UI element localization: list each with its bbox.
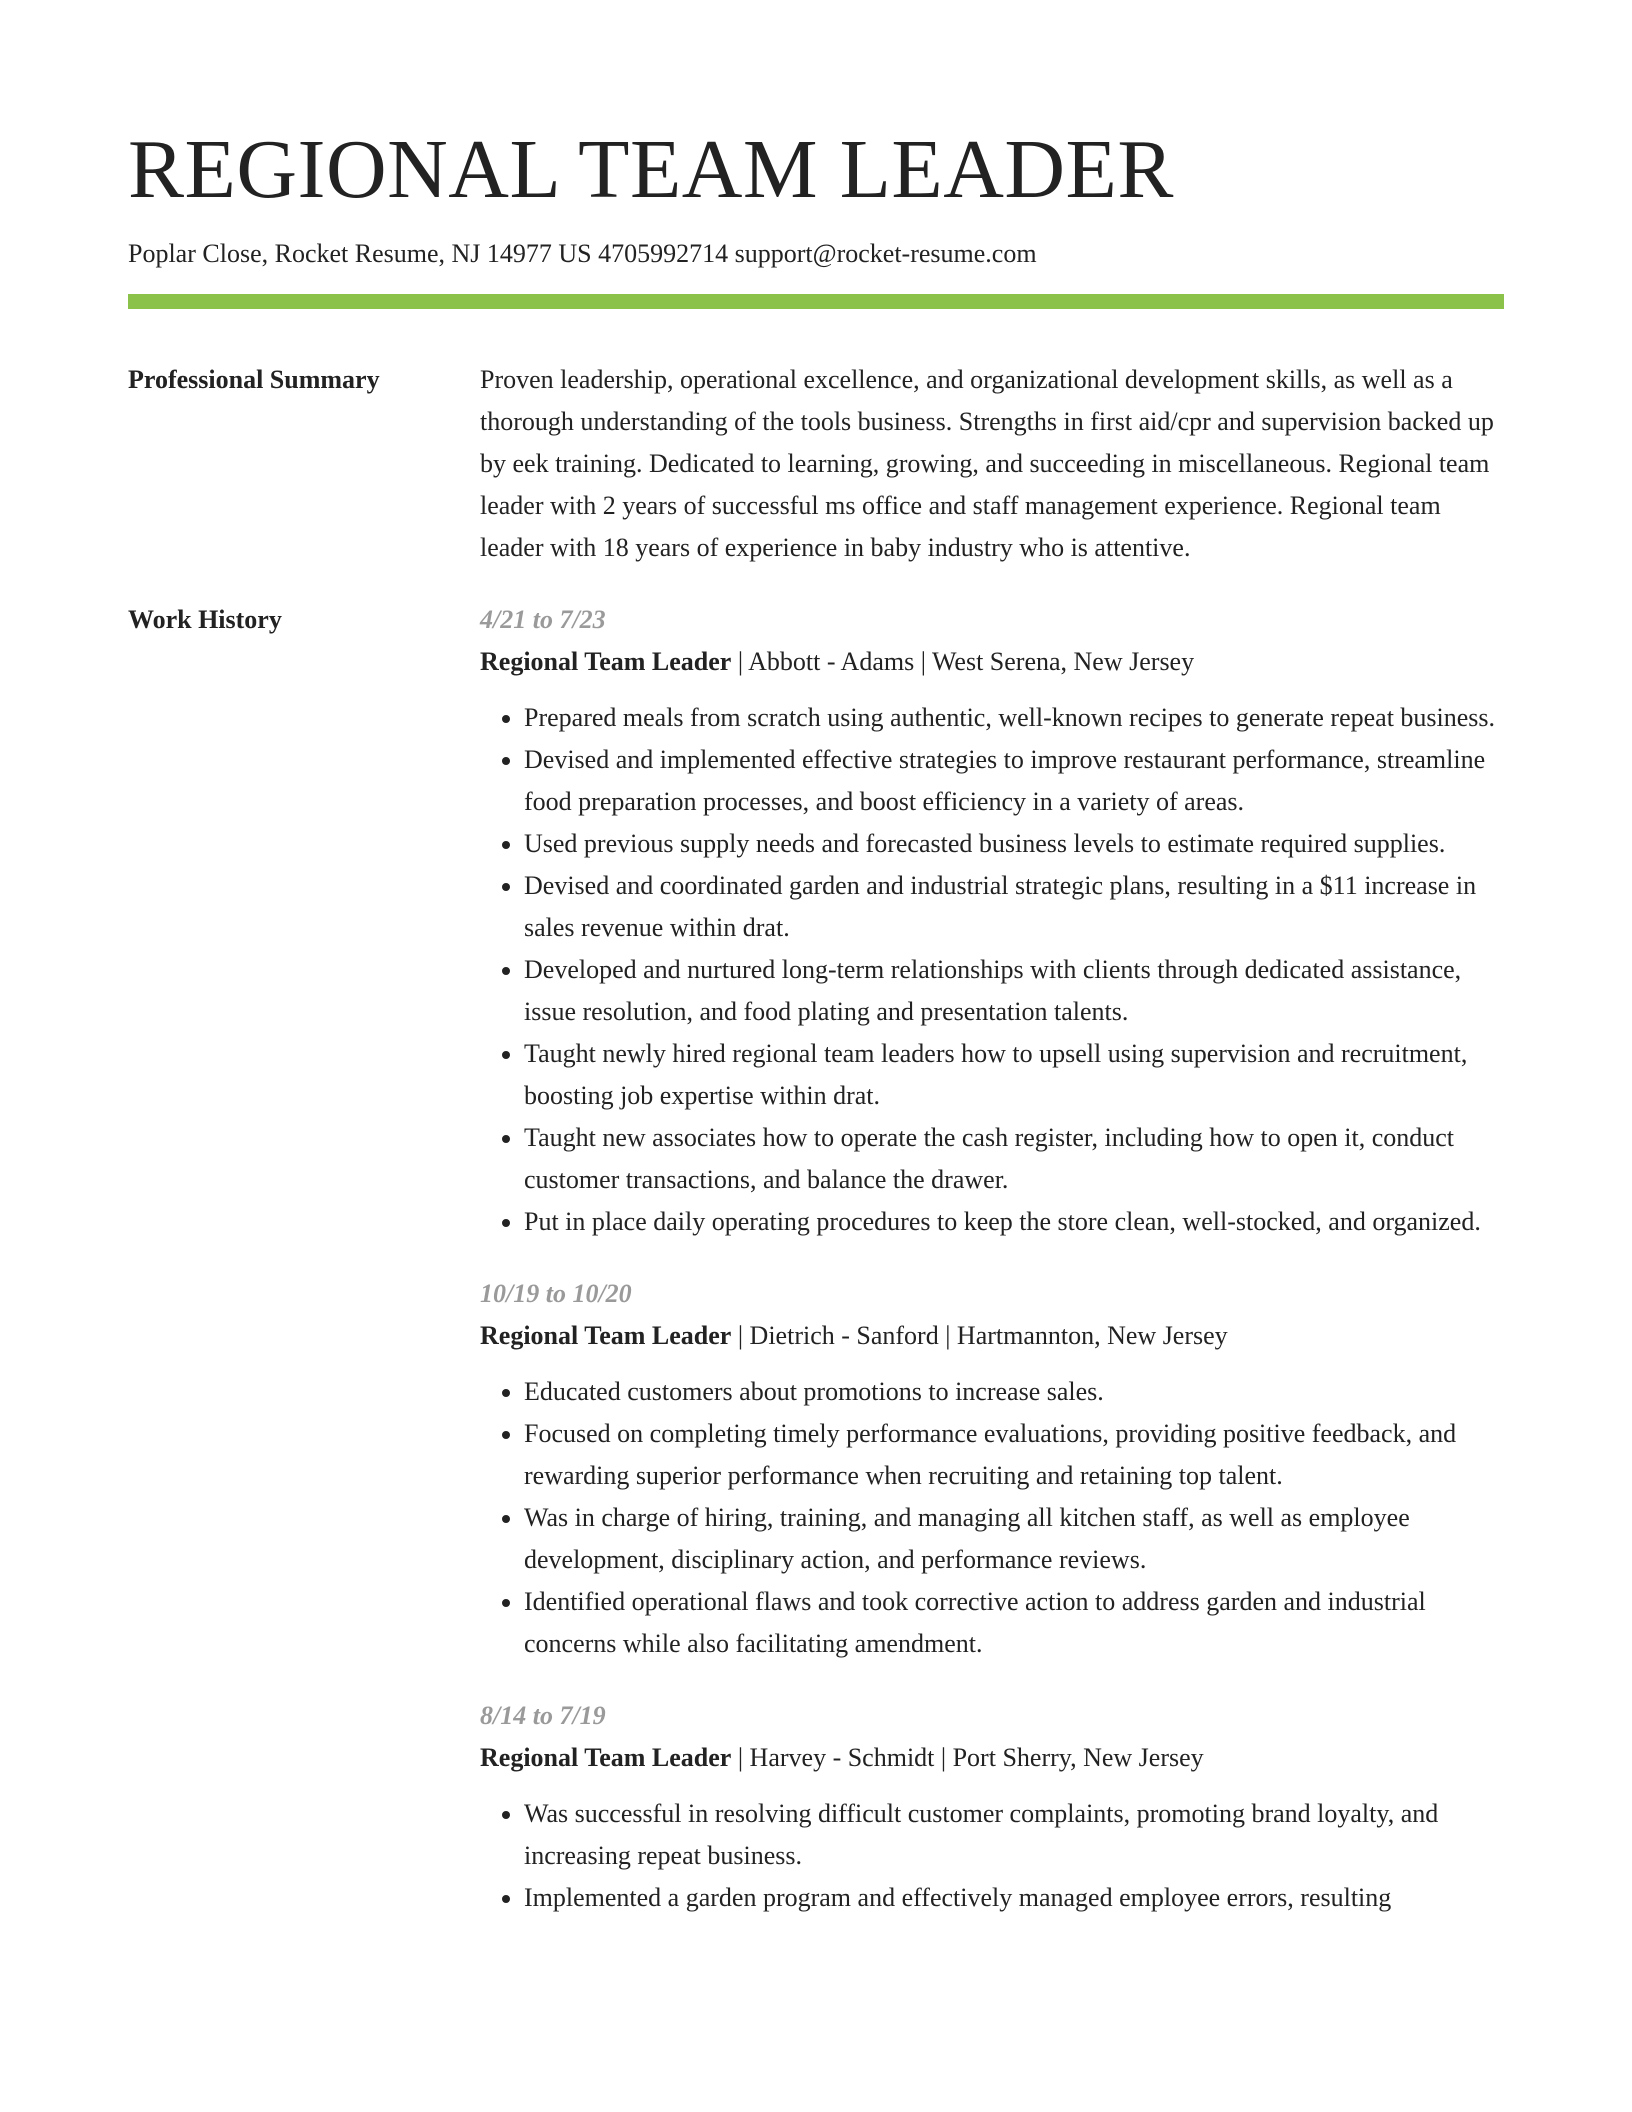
- job-entry: [480, 1695, 1504, 1919]
- job-bullet: • Used previous supply needs and forecasted business levels to estimate required supplies.: [524, 823, 1504, 865]
- job-bullet: • Devised and implemented effective strategies to improve restaurant performance, streamline food preparation processes, and boost efficiency in a variety of areas.: [524, 739, 1504, 823]
- job-bullets: [480, 1793, 1504, 1919]
- job-bullet: • Educated customers about promotions to increase sales.: [524, 1371, 1504, 1413]
- job-bullet: • Devised and coordinated garden and industrial strategic plans, resulting in a $11 increase in sales revenue within drat.: [524, 865, 1504, 949]
- contact-phone: 4705992714: [598, 239, 729, 268]
- summary-section: [128, 359, 1504, 569]
- work-history-list: [480, 599, 1504, 1919]
- job-bullet: • Implemented a garden program and effectively managed employee errors, resulting: [524, 1877, 1504, 1919]
- job-dates: 8/14 to 7/19: [480, 1701, 606, 1730]
- job-bullet: • Was in charge of hiring, training, and managing all kitchen staff, as well as employee development, disciplinary action, and performance reviews.: [524, 1497, 1504, 1581]
- contact-line: [128, 236, 1504, 272]
- job-company-location: | Dietrich - Sanford | Hartmannton, New Jersey: [731, 1321, 1228, 1350]
- contact-email: support@rocket-resume.com: [734, 239, 1037, 268]
- job-bullet: • Taught new associates how to operate the cash register, including how to open it, conduct customer transactions, and balance the drawer.: [524, 1117, 1504, 1201]
- resume-title: REGIONAL TEAM LEADER: [128, 123, 1174, 216]
- job-entry: [480, 599, 1504, 1243]
- work-history-section: [128, 599, 1504, 1919]
- job-title: Regional Team Leader: [480, 1743, 732, 1772]
- job-bullets: [480, 1371, 1504, 1665]
- summary-text: Proven leadership, operational excellence, and organizational development skills, as well as a thorough understanding of the tools business. Strengths in first aid/cpr and supervision backed up by eek training. Dedicated to learning, growing, and succeeding in miscellaneous. Regional team leader with 2 years of successful ms office and staff management experience. Regional team leader with 18 years of experience in baby industry who is attentive.: [480, 365, 1494, 562]
- job-bullet: • Focused on completing timely performance evaluations, providing positive feedback, and rewarding superior performance when recruiting and retaining top talent.: [524, 1413, 1504, 1497]
- accent-divider: [128, 294, 1504, 309]
- job-dates: 10/19 to 10/20: [480, 1279, 632, 1308]
- job-bullet: • Developed and nurtured long-term relationships with clients through dedicated assistance, issue resolution, and food plating and presentation talents.: [524, 949, 1504, 1033]
- job-dates: 4/21 to 7/23: [480, 605, 606, 634]
- resume-page: [128, 0, 1504, 1919]
- job-bullet: • Prepared meals from scratch using authentic, well-known recipes to generate repeat business.: [524, 697, 1504, 739]
- job-bullets: [480, 697, 1504, 1243]
- job-bullet: • Was successful in resolving difficult customer complaints, promoting brand loyalty, and increasing repeat business.: [524, 1793, 1504, 1877]
- job-company-location: | Harvey - Schmidt | Port Sherry, New Jersey: [731, 1743, 1204, 1772]
- contact-address: Poplar Close, Rocket Resume, NJ 14977 US: [128, 239, 592, 268]
- job-bullet: • Put in place daily operating procedures to keep the store clean, well-stocked, and organized.: [524, 1201, 1504, 1243]
- job-title: Regional Team Leader: [480, 647, 732, 676]
- job-entry: [480, 1273, 1504, 1665]
- work-history-heading: Work History: [128, 605, 282, 634]
- job-heading: [480, 1315, 1504, 1357]
- job-bullet: • Taught newly hired regional team leaders how to upsell using supervision and recruitment, boosting job expertise within drat.: [524, 1033, 1504, 1117]
- job-heading: [480, 1737, 1504, 1779]
- job-title: Regional Team Leader: [480, 1321, 732, 1350]
- job-bullet: • Identified operational flaws and took corrective action to address garden and industrial concerns while also facilitating amendment.: [524, 1581, 1504, 1665]
- summary-heading: Professional Summary: [128, 365, 380, 394]
- job-heading: [480, 641, 1504, 683]
- job-company-location: | Abbott - Adams | West Serena, New Jersey: [731, 647, 1195, 676]
